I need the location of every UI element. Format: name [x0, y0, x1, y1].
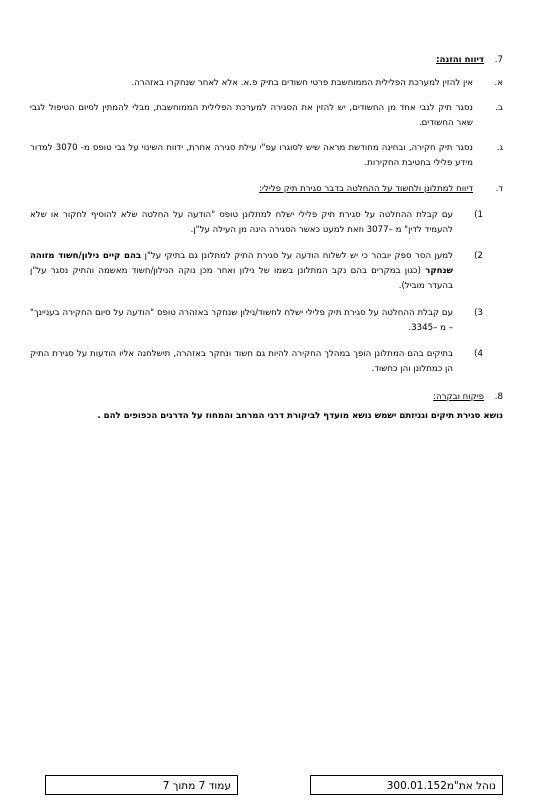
section-8-number: 8. [494, 392, 503, 402]
item-text [30, 249, 453, 294]
item-text-part-a: למען הסר ספק יובהר כי יש לשלוח הודעה על סגירת התיק למתלונן גם בתיקי על"ן [141, 251, 453, 261]
item-text: בתיקים בהם המתלונן הופך במהלך החקירה להיות גם חשוד ונחקר באזהרה, תישלחנה אליו הודעות על סגירת התיק הן כמתלונן והן כחשוד. [30, 349, 453, 374]
item-text: נסגר תיק לגבי אחד מן החשודים, יש להזין את הסגירה למערכת הפלילית הממוחשבת, מבלי להמתין לסיום הטיפול לגבי שאר החשודים. [30, 103, 473, 128]
item-text: עם קבלת ההחלטה על סגירת תיק פלילי ישלח לחשוד/נילון שנחקר באזהרה טופס "הודעה על סיום החקירה בעניינך" – מ –3345. [30, 308, 453, 333]
section-7d-item-3 [30, 306, 483, 336]
section-8-header [30, 390, 503, 405]
section-7-number: 7. [494, 55, 503, 65]
section-7d-header [30, 182, 503, 197]
item-text: אין להזין למערכת הפלילית הממוחשבת פרטי חשודים בתיק פ.א. אלא לאחר שנחקרו באזהרה. [131, 78, 473, 88]
footer-doc-number: 300.01.152 [386, 780, 447, 792]
item-marker: 2) [474, 251, 483, 261]
item-marker: ד. [495, 184, 503, 194]
section-7-item-a [30, 76, 503, 91]
item-text: נסגר תיק חקירה, ובחינה מחודשת מראה שיש לסוגרו עפ"י עילת סגירה אחרת, ידווח השינוי על גבי טופס מ- 3070 למדור מידע פלילי בחטיבת החקירות. [30, 143, 473, 168]
section-8-title: פיקוח ובקרה: [433, 392, 484, 402]
item-marker: 3) [474, 308, 483, 318]
section-7d-item-4 [30, 347, 483, 377]
item-text: עם קבלת ההחלטה על סגירת תיק פלילי ישלח למתלונן טופס "הודעה על החלטה שלא להוסיף לחקור או שלא להעמיד לדין" מ –3077 וזאת למעט כאשר הסגירה הינה מן העילה על"ן. [30, 210, 453, 235]
section-7-item-b [30, 101, 503, 131]
item-text-part-b: (כגון במקרים בהם נקב המתלונן בשמו של נילון ואחר מכן נוקה הנילון/חשוד מאשמה והתיק נסגר על"ן בהעדר מוביל). [30, 266, 453, 291]
item-marker: ב. [495, 103, 503, 113]
section-7d-title: דיווח למתלונן ולחשוד על ההחלטה בדבר סגירת תיק פלילי: [259, 184, 473, 194]
item-marker: ג. [496, 143, 503, 153]
item-marker: א. [494, 78, 503, 88]
item-marker: 1) [474, 210, 483, 220]
footer-document-number [310, 775, 503, 795]
section-8-text: נושא סגירת תיקים וגניזתם ישמש נושא מועדף לביקורת דרגי המרחב והמחוז על הדרגים הכפופים להם . [97, 411, 503, 421]
footer-doc-prefix: נוהל את"מ [446, 780, 496, 792]
item-text-bold: בהם קיים נילון/חשוד מזוהה שנחקר [30, 251, 453, 276]
section-7d-item-2 [30, 249, 483, 294]
section-7-item-c [30, 141, 503, 171]
footer-page-number: עמוד 7 מתוך 7 [45, 775, 238, 795]
section-7-title: דיווח והזנה: [436, 55, 484, 65]
section-7d-item-1 [30, 208, 483, 238]
item-marker: 4) [474, 349, 483, 359]
section-7-header [30, 53, 503, 68]
